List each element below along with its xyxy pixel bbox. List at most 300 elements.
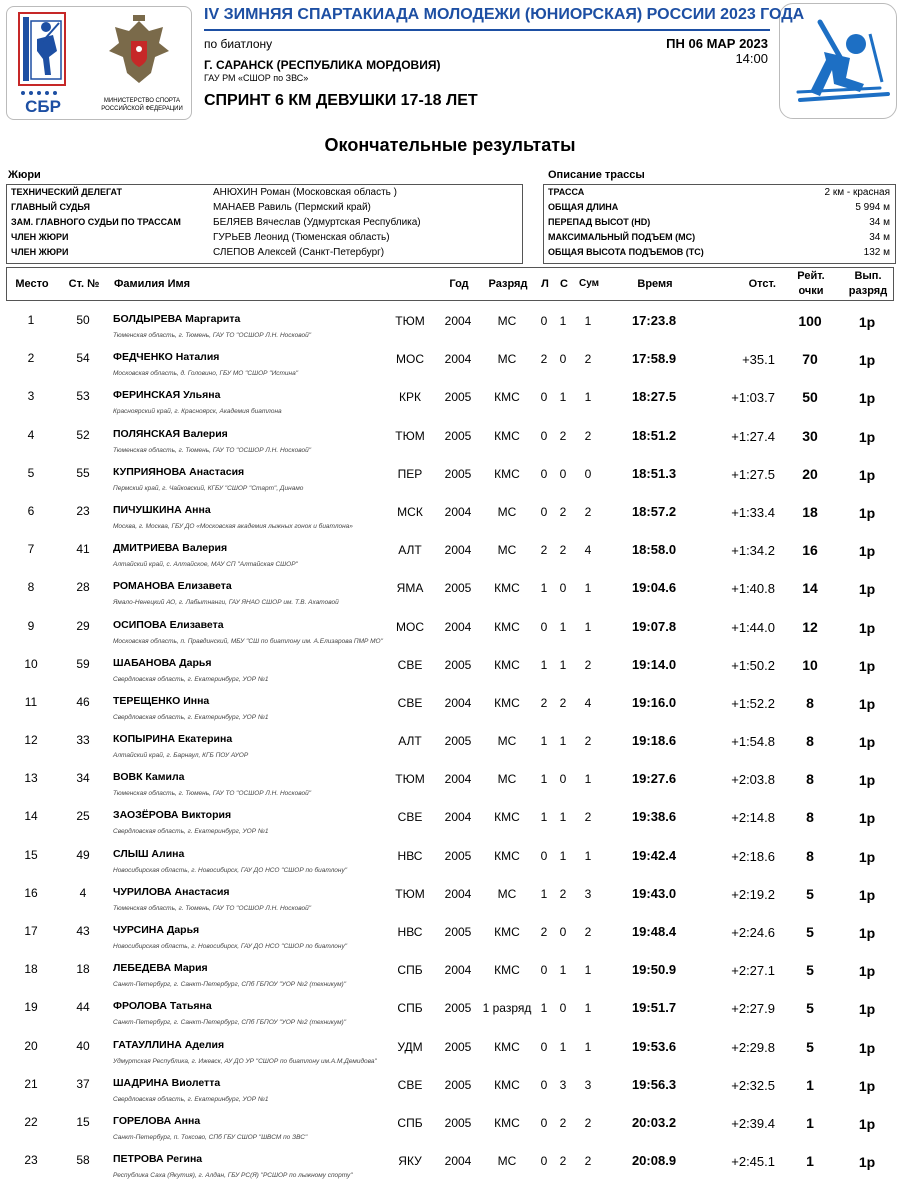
col-bib: Ст. № xyxy=(68,278,100,290)
table-row xyxy=(6,951,894,989)
athlete-region: Тюменская область, г. Тюмень, ГАУ ТО "ОСШОР Л.Н. Носковой" xyxy=(113,446,312,454)
athlete-region: Удмуртская Республика, г. Ижевск, АУ ДО УР "СШОР по биатлону им.А.М.Демидова" xyxy=(113,1057,377,1065)
col-penalty-total: Сум xyxy=(578,278,600,289)
qualification-class: 1р xyxy=(858,1039,876,1056)
penalties-total: 1 xyxy=(584,1001,592,1016)
result-time: 17:58.9 xyxy=(631,351,677,367)
result-place: 11 xyxy=(24,694,38,709)
qualification-class: 1р xyxy=(858,543,876,560)
penalties-total: 1 xyxy=(584,314,592,328)
course-label: Описание трассы xyxy=(548,169,645,181)
rating-points: 8 xyxy=(806,847,814,864)
table-row xyxy=(6,646,894,684)
penalties-standing: 0 xyxy=(559,466,567,481)
sport-label: по биатлону xyxy=(204,37,273,51)
athlete-nation-code: СВЕ xyxy=(397,1077,423,1092)
penalties-standing: 1 xyxy=(559,314,567,328)
penalties-prone: 1 xyxy=(540,1001,548,1016)
result-gap: +2:03.8 xyxy=(731,772,775,788)
penalties-prone: 0 xyxy=(540,504,548,519)
result-time: 19:04.6 xyxy=(631,580,677,596)
result-place: 7 xyxy=(27,542,35,557)
athlete-nation-code: КРК xyxy=(399,390,421,405)
qualification-class: 1р xyxy=(858,314,876,330)
athlete-year: 2004 xyxy=(444,886,472,901)
qualification-class: 1р xyxy=(858,466,876,483)
result-gap: +2:39.4 xyxy=(731,1115,775,1131)
athlete-region: Новосибирская область, г. Новосибирск, ГАУ ДО НСО "СШОР по биатлону" xyxy=(113,943,348,950)
result-gap: +2:24.6 xyxy=(731,925,775,940)
result-gap: +1:03.7 xyxy=(731,390,775,406)
result-time: 19:48.4 xyxy=(631,924,677,939)
athlete-region: Красноярский край, г. Красноярск, Академия биатлона xyxy=(113,408,282,416)
result-time: 20:08.9 xyxy=(631,1153,677,1169)
athlete-year: 2004 xyxy=(444,619,472,634)
penalties-standing: 2 xyxy=(559,695,567,710)
result-bib: 52 xyxy=(76,427,90,442)
penalties-prone: 1 xyxy=(540,581,548,596)
penalties-total: 3 xyxy=(584,886,592,901)
sbr-logo-text: СБР xyxy=(25,97,61,115)
athlete-rank: МС xyxy=(497,886,517,901)
athlete-name: ЧУРСИНА Дарья xyxy=(113,924,200,936)
result-place: 12 xyxy=(24,733,38,748)
result-bib: 58 xyxy=(76,1153,90,1168)
athlete-nation-code: СВЕ xyxy=(397,695,423,710)
penalties-total: 2 xyxy=(584,734,592,749)
penalties-prone: 2 xyxy=(540,695,548,710)
penalties-total: 2 xyxy=(584,1115,592,1130)
result-place: 10 xyxy=(24,656,38,671)
athlete-year: 2005 xyxy=(444,1001,472,1016)
athlete-region: Республика Саха (Якутия), г. Алдан, ГБУ РС(Я) "РСШОР по лыжному спорту" xyxy=(113,1172,353,1180)
table-row xyxy=(6,760,894,798)
jury-role: ЗАМ. ГЛАВНОГО СУДЬИ ПО ТРАССАМ xyxy=(11,217,181,227)
penalties-prone: 1 xyxy=(540,734,548,749)
course-value: 2 км - красная xyxy=(824,187,890,198)
result-gap: +35.1 xyxy=(742,352,775,368)
result-gap: +2:27.9 xyxy=(731,1001,775,1017)
table-row xyxy=(6,608,894,646)
result-time: 19:14.0 xyxy=(631,656,677,672)
col-prone: Л xyxy=(541,278,549,290)
athlete-rank: КМС xyxy=(494,695,520,710)
athlete-nation-code: НВС xyxy=(397,848,423,863)
penalties-total: 2 xyxy=(584,810,592,825)
ministry-emblem-icon xyxy=(99,13,179,91)
jury-name: СЛЕПОВ Алексей (Санкт-Петербург) xyxy=(213,247,385,258)
athlete-nation-code: СВЕ xyxy=(397,810,423,825)
result-gap: +1:50.2 xyxy=(731,657,775,673)
penalties-total: 2 xyxy=(584,428,592,443)
qualification-class: 1р xyxy=(858,1077,876,1094)
athlete-nation-code: МОС xyxy=(396,352,424,367)
athlete-rank: КМС xyxy=(494,1039,520,1054)
athlete-year: 2004 xyxy=(444,543,472,558)
course-row xyxy=(548,247,890,262)
athlete-year: 2005 xyxy=(444,925,472,939)
result-time: 18:57.2 xyxy=(631,503,677,519)
table-row xyxy=(6,1104,894,1142)
penalties-standing: 1 xyxy=(559,734,567,749)
athlete-nation-code: ТЮМ xyxy=(395,886,425,901)
table-row xyxy=(6,493,894,531)
penalties-prone: 0 xyxy=(540,1077,548,1092)
result-place: 17 xyxy=(24,924,38,938)
rating-points: 5 xyxy=(806,885,814,902)
athlete-rank: КМС xyxy=(494,581,520,596)
athlete-region: Московская область, д. Головино, ГБУ МО "СШОР "Истина" xyxy=(113,370,299,378)
table-row xyxy=(6,378,894,416)
athlete-region: Алтайский край, г. Барнаул, КГБ ПОУ АУОР xyxy=(113,752,249,760)
penalties-prone: 1 xyxy=(540,810,548,825)
result-time: 17:23.8 xyxy=(631,313,677,328)
athlete-name: ФРОЛОВА Татьяна xyxy=(113,1000,212,1013)
result-gap: +2:14.8 xyxy=(731,810,775,826)
result-place: 13 xyxy=(24,771,38,786)
athlete-name: ФЕДЧЕНКО Наталия xyxy=(113,351,220,364)
athlete-rank: КМС xyxy=(494,1077,520,1092)
result-place: 5 xyxy=(27,465,35,480)
penalties-prone: 0 xyxy=(540,963,548,978)
athlete-rank: МС xyxy=(497,772,517,787)
result-gap: +2:29.8 xyxy=(731,1039,775,1055)
result-place: 14 xyxy=(24,809,38,824)
athlete-region: Ямало-Ненецкий АО, г. Лабытнанги, ГАУ ЯНАО СШОР им. Т.В. Ахатовой xyxy=(113,599,339,607)
rating-points: 1 xyxy=(806,1114,814,1131)
rating-points: 50 xyxy=(802,389,818,406)
rating-points: 5 xyxy=(806,1000,814,1017)
penalties-prone: 0 xyxy=(540,619,548,634)
qualification-class: 1р xyxy=(858,504,876,521)
penalties-standing: 2 xyxy=(559,1115,567,1130)
athlete-rank: КМС xyxy=(494,848,520,863)
penalties-prone: 0 xyxy=(540,428,548,443)
rating-points: 8 xyxy=(806,694,814,711)
athlete-name: СЛЫШ Алина xyxy=(113,847,185,860)
qualification-class: 1р xyxy=(858,695,876,712)
athlete-nation-code: СПБ xyxy=(397,1001,423,1016)
rating-points: 1 xyxy=(806,1153,814,1170)
athlete-year: 2004 xyxy=(444,314,472,328)
result-bib: 46 xyxy=(76,694,90,709)
athlete-year: 2005 xyxy=(444,581,472,596)
athlete-region: Москва, г. Москва, ГБУ ДО «Московская академия лыжных гонок и биатлона» xyxy=(113,522,353,530)
penalties-total: 1 xyxy=(584,581,592,596)
col-standing: С xyxy=(560,278,568,290)
qualification-class: 1р xyxy=(858,619,876,636)
rating-points: 5 xyxy=(806,962,814,979)
athlete-name: ШАБАНОВА Дарья xyxy=(113,656,212,669)
result-time: 19:07.8 xyxy=(631,618,677,634)
course-value: 5 994 м xyxy=(855,202,890,213)
athlete-year: 2004 xyxy=(444,1154,472,1169)
rating-points: 5 xyxy=(806,924,814,940)
athlete-name: ДМИТРИЕВА Валерия xyxy=(113,542,228,555)
athlete-region: Тюменская область, г. Тюмень, ГАУ ТО "ОСШОР Л.Н. Носковой" xyxy=(113,904,312,912)
result-place: 21 xyxy=(24,1076,38,1091)
athlete-nation-code: ЯКУ xyxy=(398,1154,422,1169)
result-place: 6 xyxy=(27,503,35,518)
athlete-region: Тюменская область, г. Тюмень, ГАУ ТО "ОСШОР Л.Н. Носковой" xyxy=(113,332,312,339)
penalties-standing: 1 xyxy=(559,619,567,634)
athlete-name: ОСИПОВА Елизавета xyxy=(113,618,224,631)
col-class-line1: Вып. xyxy=(854,270,882,282)
result-place: 9 xyxy=(27,618,35,633)
organizer-label: ГАУ РМ «СШОР по ЗВС» xyxy=(204,73,309,83)
table-row xyxy=(6,531,894,569)
result-gap: +1:27.4 xyxy=(731,428,775,444)
athlete-name: ЧУРИЛОВА Анастасия xyxy=(113,885,230,898)
athlete-nation-code: АЛТ xyxy=(398,734,422,749)
rating-points: 8 xyxy=(806,771,814,788)
penalties-total: 2 xyxy=(584,657,592,672)
penalties-standing: 3 xyxy=(559,1077,567,1092)
jury-label: Жюри xyxy=(8,169,41,181)
race-city: Г. САРАНСК (РЕСПУБЛИКА МОРДОВИЯ) xyxy=(204,58,441,72)
rating-points: 1 xyxy=(806,1076,814,1093)
col-time: Время xyxy=(637,278,673,290)
athlete-year: 2005 xyxy=(444,390,472,405)
penalties-standing: 1 xyxy=(559,963,567,978)
result-bib: 18 xyxy=(76,962,90,977)
result-bib: 33 xyxy=(76,733,90,748)
qualification-class: 1р xyxy=(858,1001,876,1018)
result-place: 3 xyxy=(27,389,35,404)
penalties-standing: 1 xyxy=(559,657,567,672)
qualification-class: 1р xyxy=(858,886,876,903)
penalties-prone: 1 xyxy=(540,657,548,672)
athlete-year: 2004 xyxy=(444,772,472,787)
result-place: 8 xyxy=(27,580,35,595)
athlete-nation-code: ТЮМ xyxy=(395,314,425,328)
athlete-nation-code: ТЮМ xyxy=(395,428,425,443)
penalties-total: 1 xyxy=(584,619,592,634)
qualification-class: 1р xyxy=(858,848,876,865)
penalties-prone: 1 xyxy=(540,772,548,787)
col-class-line2: разряд xyxy=(848,285,888,297)
qualification-class: 1р xyxy=(858,925,876,941)
athlete-rank: МС xyxy=(497,734,517,749)
athlete-name: ЛЕБЕДЕВА Мария xyxy=(113,962,208,975)
result-bib: 55 xyxy=(76,465,90,480)
rating-points: 12 xyxy=(802,618,818,635)
penalties-standing: 2 xyxy=(559,543,567,558)
athlete-rank: МС xyxy=(497,543,517,558)
table-row xyxy=(6,340,894,378)
result-time: 18:58.0 xyxy=(631,542,677,558)
penalties-standing: 0 xyxy=(559,1001,567,1016)
course-row xyxy=(548,202,890,217)
rating-points: 10 xyxy=(802,656,818,673)
table-row xyxy=(6,417,894,455)
result-bib: 29 xyxy=(76,618,90,633)
result-place: 23 xyxy=(24,1153,38,1168)
athlete-rank: КМС xyxy=(494,619,520,634)
penalties-standing: 1 xyxy=(559,848,567,863)
result-time: 19:53.6 xyxy=(631,1038,677,1054)
athlete-name: ВОВК Камила xyxy=(113,771,185,784)
qualification-class: 1р xyxy=(858,1115,876,1132)
jury-role: ЧЛЕН ЖЮРИ xyxy=(11,232,69,242)
penalties-standing: 1 xyxy=(559,1039,567,1054)
penalties-standing: 0 xyxy=(559,772,567,787)
penalties-total: 1 xyxy=(584,848,592,863)
result-bib: 41 xyxy=(76,542,90,557)
result-time: 19:50.9 xyxy=(631,962,677,978)
penalties-standing: 2 xyxy=(559,428,567,443)
table-row xyxy=(6,684,894,722)
jury-role: ГЛАВНЫЙ СУДЬЯ xyxy=(11,202,91,212)
result-time: 19:38.6 xyxy=(631,809,677,825)
athlete-rank: КМС xyxy=(494,810,520,825)
result-gap: +2:27.1 xyxy=(731,963,775,979)
result-gap: +1:44.0 xyxy=(731,619,775,635)
penalties-standing: 2 xyxy=(559,886,567,901)
course-value: 132 м xyxy=(863,247,890,258)
athlete-name: РОМАНОВА Елизавета xyxy=(113,580,232,593)
result-bib: 54 xyxy=(76,351,90,366)
table-row xyxy=(6,913,894,951)
result-bib: 49 xyxy=(76,847,90,862)
sbr-logo-icon xyxy=(13,11,81,115)
col-points-line1: Рейт. xyxy=(797,270,825,282)
race-title: СПРИНТ 6 КМ ДЕВУШКИ 17-18 ЛЕТ xyxy=(204,92,478,109)
course-param: ТРАССА xyxy=(548,187,585,197)
result-bib: 28 xyxy=(76,580,90,595)
course-box xyxy=(543,184,896,264)
athlete-nation-code: МСК xyxy=(397,504,423,519)
course-value: 34 м xyxy=(869,217,890,228)
result-place: 19 xyxy=(24,1000,38,1015)
athlete-year: 2005 xyxy=(444,1039,472,1054)
athlete-rank: 1 разряд xyxy=(482,1001,532,1016)
result-gap: +1:27.5 xyxy=(731,466,775,482)
ministry-label: МИНИСТЕРСТВО СПОРТА РОССИЙСКОЙ ФЕДЕРАЦИИ xyxy=(101,98,183,112)
event-title: IV ЗИМНЯЯ СПАРТАКИАДА МОЛОДЕЖИ (ЮНИОРСКАЯ) РОССИИ 2023 ГОДА xyxy=(204,6,805,23)
result-bib: 4 xyxy=(79,885,87,900)
table-row xyxy=(6,875,894,913)
qualification-class: 1р xyxy=(858,352,876,369)
athlete-region: Санкт-Петербург, п. Токсово, СПб ГБУ СШОР "ШВСМ по ЗВС" xyxy=(113,1133,308,1141)
athlete-name: ТЕРЕЩЕНКО Инна xyxy=(113,694,210,707)
athlete-region: Тюменская область, г. Тюмень, ГАУ ТО "ОСШОР Л.Н. Носковой" xyxy=(113,790,312,798)
table-row xyxy=(6,722,894,760)
course-param: ОБЩАЯ ДЛИНА xyxy=(548,202,619,212)
penalties-standing: 1 xyxy=(559,810,567,825)
col-name: Фамилия Имя xyxy=(114,278,191,290)
athlete-nation-code: УДМ xyxy=(397,1039,423,1054)
athlete-name: КУПРИЯНОВА Анастасия xyxy=(113,465,245,478)
course-value: 34 м xyxy=(869,232,890,243)
course-row xyxy=(548,232,890,247)
result-place: 20 xyxy=(24,1038,38,1053)
course-row xyxy=(548,187,890,202)
athlete-region: Санкт-Петербург, г. Санкт-Петербург, СПб ГБПОУ "УОР №2 (техникум)" xyxy=(113,1019,347,1027)
result-gap: +2:32.5 xyxy=(731,1077,775,1093)
athlete-name: ШАДРИНА Виолетта xyxy=(113,1076,221,1089)
jury-box xyxy=(6,184,523,264)
jury-name: БЕЛЯЕВ Вячеслав (Удмуртская Республика) xyxy=(213,217,421,228)
penalties-total: 4 xyxy=(584,543,592,558)
qualification-class: 1р xyxy=(858,810,876,827)
penalties-standing: 2 xyxy=(559,1154,567,1169)
penalties-total: 0 xyxy=(584,466,592,481)
athlete-region: Санкт-Петербург, г. Санкт-Петербург, СПб ГБПОУ "УОР №2 (техникум)" xyxy=(113,981,347,989)
course-param: ОБЩАЯ ВЫСОТА ПОДЪЕМОВ (ТС) xyxy=(548,247,704,257)
col-year: Год xyxy=(449,278,469,290)
athlete-name: ПЕТРОВА Регина xyxy=(113,1153,203,1166)
athlete-region: Свердловская область, г. Екатеринбург, УОР №1 xyxy=(113,828,269,836)
rating-points: 14 xyxy=(802,580,818,597)
result-time: 19:51.7 xyxy=(631,1000,677,1016)
result-gap: +2:19.2 xyxy=(731,886,775,902)
penalties-total: 3 xyxy=(584,1077,592,1092)
jury-name: МАНАЕВ Равиль (Пермский край) xyxy=(213,202,371,213)
athlete-rank: МС xyxy=(497,314,517,328)
result-time: 19:56.3 xyxy=(631,1076,677,1092)
result-place: 15 xyxy=(24,847,38,862)
rating-points: 70 xyxy=(802,351,818,368)
rating-points: 5 xyxy=(806,1038,814,1055)
athlete-rank: КМС xyxy=(494,925,520,939)
rating-points: 8 xyxy=(806,809,814,826)
athlete-year: 2004 xyxy=(444,352,472,367)
course-param: МАКСИМАЛЬНЫЙ ПОДЪЕМ (MC) xyxy=(548,232,696,242)
athlete-rank: КМС xyxy=(494,963,520,978)
athlete-rank: КМС xyxy=(494,466,520,481)
athlete-nation-code: АЛТ xyxy=(398,543,422,558)
penalties-total: 2 xyxy=(584,504,592,519)
penalties-total: 2 xyxy=(584,925,592,939)
race-time: 14:00 xyxy=(735,51,768,66)
penalties-standing: 0 xyxy=(559,352,567,367)
athlete-nation-code: СПБ xyxy=(397,963,423,978)
result-gap: +2:45.1 xyxy=(731,1154,775,1170)
penalties-prone: 2 xyxy=(540,543,548,558)
athlete-rank: КМС xyxy=(494,428,520,443)
penalties-prone: 0 xyxy=(540,1154,548,1169)
table-row xyxy=(6,455,894,493)
athlete-year: 2004 xyxy=(444,504,472,519)
penalties-standing: 2 xyxy=(559,504,567,519)
athlete-name: ФЕРИНСКАЯ Ульяна xyxy=(113,389,221,402)
result-bib: 40 xyxy=(76,1038,90,1053)
rating-points: 100 xyxy=(798,313,822,329)
result-time: 18:27.5 xyxy=(631,389,677,405)
athlete-nation-code: СПБ xyxy=(397,1115,423,1130)
col-place: Место xyxy=(15,278,49,290)
result-time: 20:03.2 xyxy=(631,1114,677,1130)
rating-points: 16 xyxy=(802,542,818,559)
athlete-year: 2005 xyxy=(444,1115,472,1130)
federation-logos xyxy=(6,6,192,120)
course-row xyxy=(548,217,890,232)
jury-role: ЧЛЕН ЖЮРИ xyxy=(11,247,69,257)
penalties-total: 1 xyxy=(584,772,592,787)
rating-points: 30 xyxy=(802,427,818,444)
qualification-class: 1р xyxy=(858,772,876,789)
athlete-year: 2005 xyxy=(444,1077,472,1092)
athlete-year: 2005 xyxy=(444,734,472,749)
athlete-nation-code: ЯМА xyxy=(396,581,424,596)
athlete-rank: МС xyxy=(497,504,517,519)
athlete-rank: КМС xyxy=(494,657,520,672)
result-place: 4 xyxy=(27,427,35,442)
penalties-prone: 2 xyxy=(540,352,548,367)
qualification-class: 1р xyxy=(858,1154,876,1171)
result-place: 16 xyxy=(24,885,38,900)
